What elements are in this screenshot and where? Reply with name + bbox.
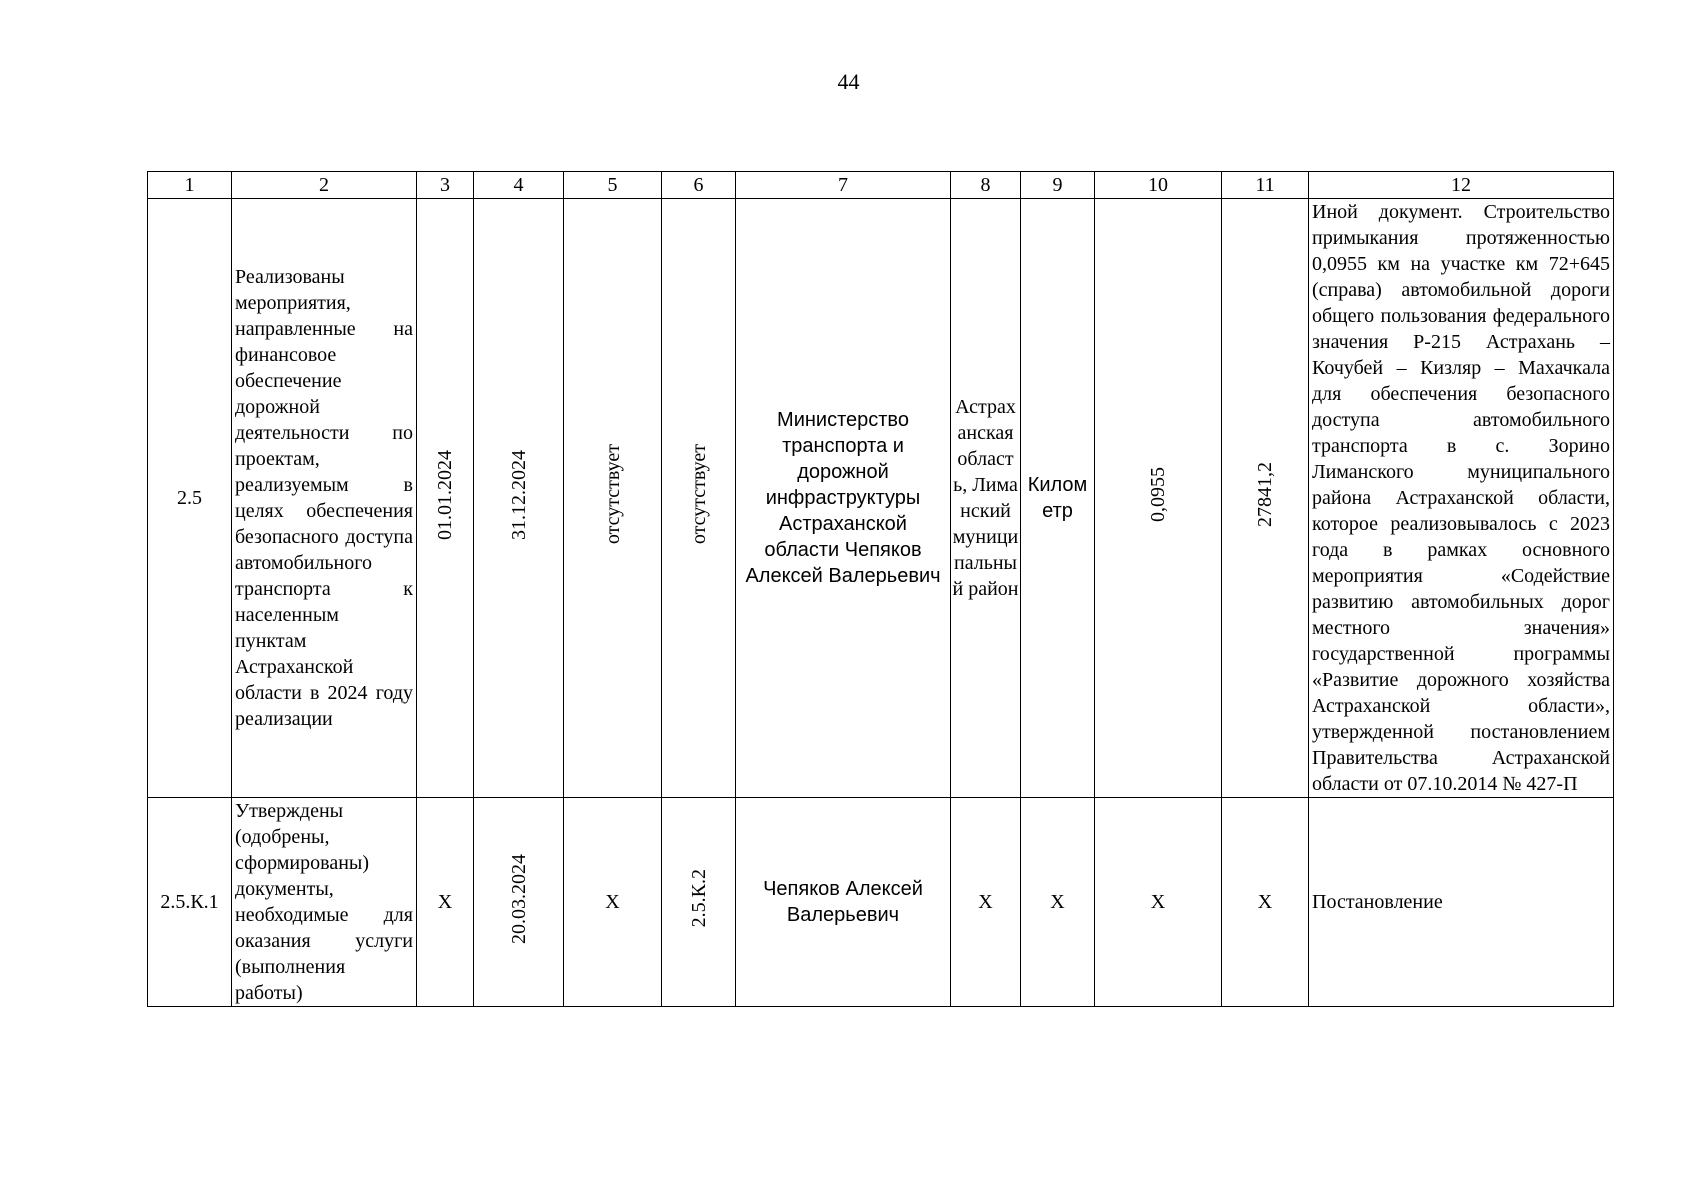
end-date-cell xyxy=(474,199,564,798)
col-header-2: 2 xyxy=(232,172,417,199)
row-number: 2.5.К.1 xyxy=(148,798,232,1007)
amount: 27841,2 xyxy=(1254,462,1276,527)
col5-value: Х xyxy=(564,798,662,1007)
responsible: Министерство транспорта и дорожной инфраструктуры Астраханской области Чепяков Алексей Валерьевич xyxy=(745,409,941,587)
col-header-9: 9 xyxy=(1021,172,1095,199)
col6-cell xyxy=(662,199,736,798)
document-description: Иной документ. Строительство примыкания протяженностью 0,0955 км на участке км 72+645 (справа) автомобильной дороги общего пользования федерального значения Р-215 Астрахань – Кочубей – Кизляр – Махачкала для обеспечения безопасного доступа автомобильного транспорта в с. Зорино Лиманского муниципального района Астраханской области, которое реализовывалось с 2023 года в рамках основного мероприятия «Содействие развитию автомобильных дорог местного значения» государственной программы «Развитие дорожного хозяйства Астраханской области», утвержденной постановлением Правительства Астраханской области от 07.10.2014 № 427-П xyxy=(1309,199,1614,798)
territory-cell xyxy=(951,199,1021,798)
value-cell xyxy=(1095,199,1222,798)
value: Х xyxy=(1095,798,1222,1007)
unit: Х xyxy=(1021,798,1095,1007)
col6-value: 2.5.К.2 xyxy=(687,869,710,928)
col-header-8: 8 xyxy=(951,172,1021,199)
col-header-3: 3 xyxy=(417,172,474,199)
table-row xyxy=(148,199,1614,798)
value: 0,0955 xyxy=(1147,467,1169,522)
table-header-row xyxy=(148,172,1614,199)
col6-value: отсутствует xyxy=(687,444,710,545)
page-number: 44 xyxy=(837,69,860,94)
responsible-cell xyxy=(736,798,951,1007)
start-date: Х xyxy=(417,798,474,1007)
start-date: 01.01.2024 xyxy=(434,449,456,540)
table-row xyxy=(148,798,1614,1007)
document-description: Постановление xyxy=(1309,798,1614,1007)
col5-value: отсутствует xyxy=(601,444,624,545)
territory: Х xyxy=(951,798,1021,1007)
col-header-11: 11 xyxy=(1222,172,1309,199)
row-number: 2.5 xyxy=(148,199,232,798)
territory: Астраханская область, Лиманский муниципальный район xyxy=(952,396,1019,600)
event-name: Реализованы мероприятия, направленные на финансовое обеспечение дорожной деятельности по проектам, реализуемым в целях обеспечения безопасного доступа автомобильного транспорта к населенным пунктам Астраханской области в 2024 году реализации xyxy=(232,199,417,798)
col-header-7: 7 xyxy=(736,172,951,199)
col-header-12: 12 xyxy=(1309,172,1614,199)
amount-cell xyxy=(1222,199,1309,798)
responsible-cell xyxy=(736,199,951,798)
end-date-cell xyxy=(474,798,564,1007)
responsible: Чепяков Алексей Валерьевич xyxy=(763,878,923,926)
end-date: 31.12.2024 xyxy=(507,449,530,540)
event-name: Утверждены (одобрены, сформированы) документы, необходимые для оказания услуги (выполнения работы) xyxy=(232,798,417,1007)
col6-cell xyxy=(662,798,736,1007)
unit-cell xyxy=(1021,199,1095,798)
amount: Х xyxy=(1222,798,1309,1007)
end-date: 20.03.2024 xyxy=(507,853,530,944)
col-header-1: 1 xyxy=(148,172,232,199)
col-header-5: 5 xyxy=(564,172,662,199)
start-date-cell xyxy=(417,199,474,798)
col-header-4: 4 xyxy=(474,172,564,199)
col5-cell xyxy=(564,199,662,798)
col-header-10: 10 xyxy=(1095,172,1222,199)
plan-table xyxy=(147,171,1614,1007)
col-header-6: 6 xyxy=(662,172,736,199)
unit: Километр xyxy=(1027,474,1088,522)
